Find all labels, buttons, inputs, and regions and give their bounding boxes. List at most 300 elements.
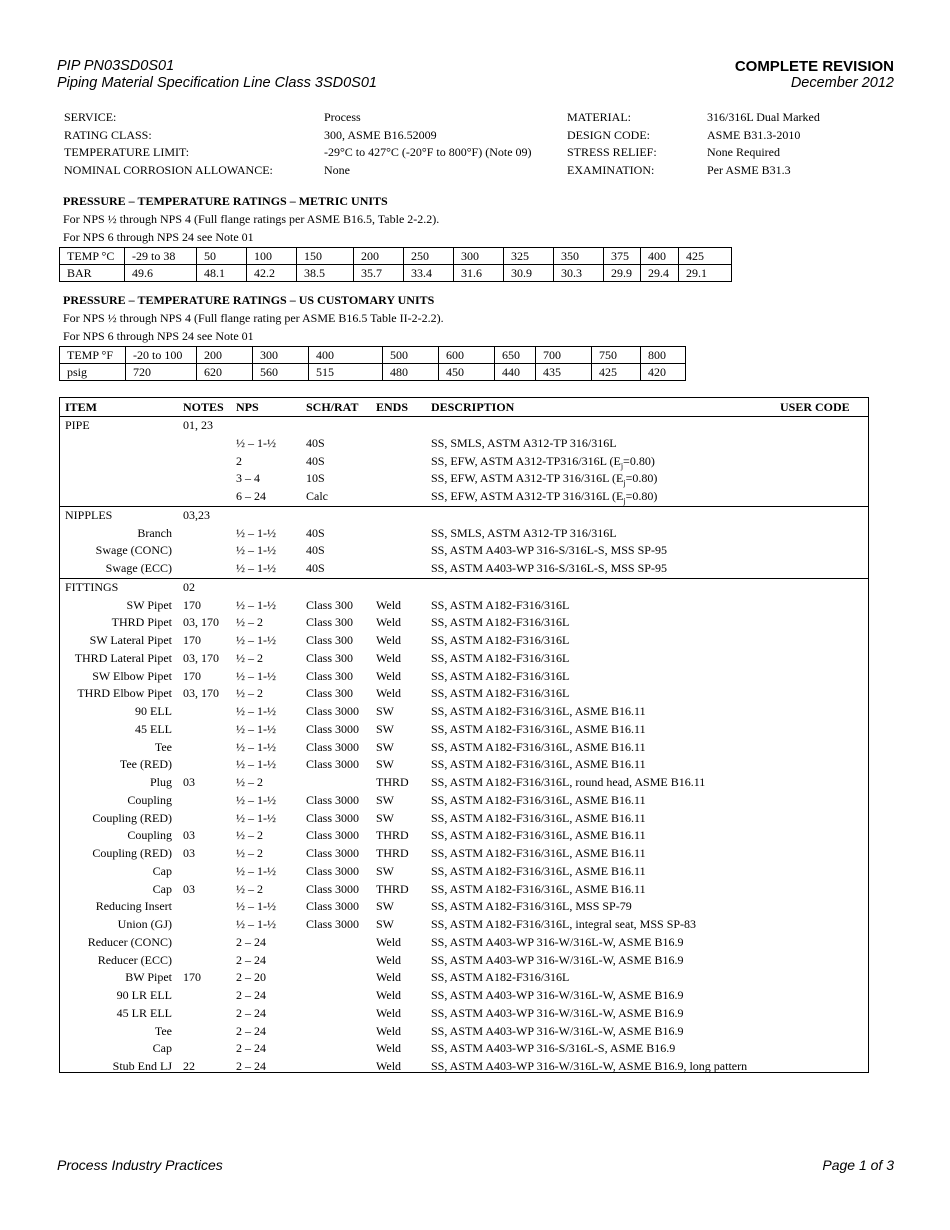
us-ratings-table: [59, 346, 686, 381]
sch-rat-cell: 10S: [306, 471, 325, 486]
temp-cell: 50: [197, 248, 247, 265]
pressure-cell: 425: [592, 364, 641, 381]
sch-rat-cell: 40S: [306, 453, 325, 468]
ends-cell: Weld: [376, 988, 402, 1002]
doc-id: PIP PN03SD0S01: [57, 58, 175, 74]
item-cell: Cap: [152, 1041, 172, 1056]
sch-rat-cell: Class 300: [306, 597, 354, 612]
temp-cell: 300: [253, 347, 309, 364]
ends-cell: SW: [376, 863, 394, 878]
section-name: NIPPLES: [65, 507, 113, 522]
nps-cell: 2 – 24: [236, 988, 266, 1002]
pressure-cell: 42.2: [247, 265, 297, 282]
notes-cell: 03: [183, 828, 195, 843]
description-text: SS, ASTM A403-WP 316-W/316L-W, ASME B16.9: [431, 1023, 684, 1038]
table-row: [60, 703, 868, 721]
sch-rat-cell: Class 3000: [306, 828, 360, 843]
table-row: [60, 650, 868, 668]
description-cell: [431, 917, 696, 932]
description-text: SS, ASTM A182-F316/316L, integral seat, MSS SP-83: [431, 917, 697, 931]
item-cell: THRD Lateral Pipet: [74, 650, 172, 665]
nps-cell: ½ – 1-½: [236, 543, 276, 558]
description-text: SS, ASTM A182-F316/316L: [431, 668, 570, 683]
nps-cell: ½ – 2: [236, 828, 263, 843]
temp-cell: 150: [297, 248, 354, 265]
nps-cell: ½ – 2: [236, 846, 263, 860]
temp-cell: 700: [536, 347, 592, 364]
table-row: [60, 827, 868, 845]
table-row: [60, 898, 868, 916]
pressure-cell: 30.3: [554, 265, 604, 282]
description-cell: [431, 899, 632, 914]
temp-cell: 400: [309, 347, 383, 364]
us-psig-row: [60, 364, 686, 381]
nps-cell: 2: [236, 453, 242, 468]
ends-cell: Weld: [376, 970, 402, 985]
ends-cell: Weld: [376, 1041, 402, 1056]
footer-page: Page 1 of 3: [822, 1157, 894, 1173]
ends-cell: Weld: [376, 1023, 402, 1038]
table-row: [60, 721, 868, 739]
rating-class-value: 300, ASME B16.52009: [324, 127, 437, 142]
item-cell: Tee (RED): [119, 757, 172, 772]
corrosion-allowance-value: None: [324, 163, 350, 178]
nps-cell: 6 – 24: [236, 489, 266, 503]
nps-cell: ½ – 1-½: [236, 704, 276, 718]
pressure-cell: 31.6: [454, 265, 504, 282]
description-cell: [431, 970, 569, 985]
ends-cell: SW: [376, 810, 394, 825]
sch-rat-cell: Class 3000: [306, 846, 360, 860]
metric-ratings-table: [59, 247, 732, 282]
nps-cell: ½ – 1-½: [236, 525, 276, 540]
nps-cell: 2 – 24: [236, 1041, 266, 1056]
description-cell: [431, 882, 646, 897]
table-row: [60, 916, 868, 934]
item-cell: Plug: [149, 775, 172, 789]
pressure-cell: 48.1: [197, 265, 247, 282]
table-row: [60, 560, 868, 578]
table-row: [60, 774, 868, 792]
description-subscript: j: [623, 478, 626, 488]
description-text: SS, ASTM A182-F316/316L, ASME B16.11: [431, 792, 646, 807]
item-cell: SW Lateral Pipet: [89, 633, 172, 647]
nps-cell: ½ – 2: [236, 881, 263, 896]
description-text: SS, ASTM A182-F316/316L, ASME B16.11: [431, 757, 646, 772]
description-cell: [431, 864, 646, 879]
description-text: SS, ASTM A182-F316/316L, ASME B16.11: [431, 739, 646, 754]
table-section-pipe: [60, 417, 868, 507]
description-text: SS, ASTM A403-WP 316-W/316L-W, ASME B16.9, long pattern: [431, 1059, 748, 1073]
description-text: SS, EFW, ASTM A312-TP 316/316L (E: [431, 471, 624, 486]
description-tail: =0.80): [625, 471, 658, 486]
temp-cell: 200: [197, 347, 253, 364]
pressure-cell: 435: [536, 364, 592, 381]
ends-cell: SW: [376, 739, 394, 754]
temp-cell: 250: [404, 248, 454, 265]
sch-rat-cell: Class 300: [306, 615, 354, 630]
description-cell: [431, 935, 683, 950]
sch-rat-cell: Class 3000: [306, 863, 360, 878]
description-text: SS, ASTM A182-F316/316L: [431, 970, 570, 985]
doc-title: Piping Material Specification Line Class 3SD0S01: [57, 75, 377, 91]
description-cell: [431, 722, 646, 737]
sch-rat-cell: Class 300: [306, 633, 354, 647]
notes-cell: 03: [183, 775, 195, 789]
service-label: SERVICE:: [64, 110, 117, 124]
ends-cell: SW: [376, 792, 394, 807]
footer-org: Process Industry Practices: [57, 1157, 223, 1173]
ends-cell: Weld: [376, 934, 402, 949]
sch-rat-cell: Class 3000: [306, 792, 360, 807]
pressure-cell: 29.1: [679, 265, 732, 282]
description-cell: [431, 811, 646, 826]
materials-table-header: [60, 398, 868, 417]
nps-cell: 2 – 24: [236, 952, 266, 967]
us-note-1: For NPS ½ through NPS 4 (Full flange rating per ASME B16.5 Table II-2-2.2).: [63, 311, 444, 325]
ends-cell: Weld: [376, 650, 402, 665]
description-text: SS, ASTM A403-WP 316-S/316L-S, ASME B16.9: [431, 1041, 676, 1056]
ends-cell: SW: [376, 704, 394, 718]
design-code-label: DESIGN CODE:: [567, 127, 650, 142]
section-header-row: [60, 579, 868, 597]
ends-cell: SW: [376, 757, 394, 772]
pressure-cell: 33.4: [404, 265, 454, 282]
pressure-cell: 38.5: [297, 265, 354, 282]
pressure-cell: 30.9: [504, 265, 554, 282]
pressure-cell: 49.6: [125, 265, 197, 282]
temp-cell: 100: [247, 248, 297, 265]
nps-cell: ½ – 1-½: [236, 668, 276, 683]
pressure-cell: 420: [641, 364, 686, 381]
notes-cell: 170: [183, 633, 201, 647]
pressure-cell: 560: [253, 364, 309, 381]
description-cell: [431, 686, 569, 701]
us-note-2: For NPS 6 through NPS 24 see Note 01: [63, 329, 254, 343]
temp-cell: 300: [454, 248, 504, 265]
item-cell: 90 LR ELL: [116, 988, 172, 1002]
description-subscript: j: [623, 496, 626, 506]
sch-rat-cell: Class 3000: [306, 917, 360, 931]
description-cell: [431, 740, 646, 755]
notes-cell: 03, 170: [183, 650, 219, 665]
description-text: SS, ASTM A403-WP 316-W/316L-W, ASME B16.9: [431, 988, 684, 1002]
ends-cell: THRD: [376, 828, 409, 843]
temperature-limit-label: TEMPERATURE LIMIT:: [64, 145, 190, 160]
item-cell: SW Elbow Pipet: [92, 668, 172, 683]
table-row: [60, 1058, 868, 1076]
description-cell: [431, 846, 646, 861]
ends-cell: THRD: [376, 775, 409, 789]
item-cell: BW Pipet: [125, 970, 172, 985]
description-text: SS, SMLS, ASTM A312-TP 316/316L: [431, 525, 617, 540]
description-text: SS, ASTM A403-WP 316-S/316L-S, MSS SP-95: [431, 543, 667, 558]
nps-cell: 2 – 24: [236, 1023, 266, 1038]
item-cell: Coupling: [127, 828, 172, 843]
metric-note-2: For NPS 6 through NPS 24 see Note 01: [63, 230, 254, 244]
description-cell: [431, 775, 705, 790]
item-cell: Cap: [152, 881, 172, 896]
table-row: [60, 453, 868, 471]
description-cell: [431, 615, 569, 630]
temp-cell: 650: [495, 347, 536, 364]
item-cell: Reducer (ECC): [97, 952, 172, 967]
description-cell: [431, 489, 657, 505]
materials-table-body: [60, 417, 868, 1076]
notes-cell: 22: [183, 1059, 195, 1073]
temp-cell: 800: [641, 347, 686, 364]
item-cell: Coupling: [127, 792, 172, 807]
description-subscript: j: [620, 460, 624, 470]
stress-relief-value: None Required: [707, 145, 780, 160]
pressure-label-cell: psig: [60, 364, 126, 381]
nps-cell: 3 – 4: [236, 471, 260, 486]
description-cell: [431, 598, 569, 613]
temp-cell: 425: [679, 248, 732, 265]
table-row: [60, 810, 868, 828]
description-cell: [431, 988, 683, 1003]
sch-rat-cell: Calc: [306, 489, 328, 503]
description-text: SS, ASTM A403-WP 316-W/316L-W, ASME B16.9: [431, 952, 684, 967]
sch-rat-cell: Class 3000: [306, 881, 360, 896]
table-row: [60, 845, 868, 863]
description-text: SS, ASTM A182-F316/316L, ASME B16.11: [431, 863, 646, 878]
description-text: SS, ASTM A182-F316/316L: [431, 633, 570, 647]
section-header-row: [60, 417, 868, 435]
item-cell: Union (GJ): [117, 917, 172, 931]
description-text: SS, SMLS, ASTM A312-TP 316/316L: [431, 435, 617, 450]
table-row: [60, 470, 868, 488]
description-text: SS, ASTM A182-F316/316L, round head, ASME B16.11: [431, 775, 706, 789]
section-notes: 02: [183, 579, 195, 594]
revision-label: COMPLETE REVISION: [734, 58, 894, 75]
sch-rat-cell: Class 300: [306, 668, 354, 683]
item-cell: 90 ELL: [135, 704, 172, 718]
nps-cell: ½ – 2: [236, 650, 263, 665]
ends-cell: Weld: [376, 668, 402, 683]
temp-cell: 200: [354, 248, 404, 265]
rating-class-label: RATING CLASS:: [64, 127, 152, 142]
ends-cell: Weld: [376, 952, 402, 967]
nps-cell: 2 – 24: [236, 934, 266, 949]
nps-cell: ½ – 1-½: [236, 757, 276, 772]
temp-label-cell: TEMP °F: [60, 347, 126, 364]
section-header-row: [60, 507, 868, 525]
nps-cell: ½ – 1-½: [236, 863, 276, 878]
sch-rat-cell: Class 3000: [306, 721, 360, 736]
nps-cell: ½ – 1-½: [236, 899, 276, 914]
description-cell: [431, 454, 655, 470]
table-row: [60, 881, 868, 899]
nps-cell: ½ – 1-½: [236, 435, 276, 450]
table-row: [60, 1040, 868, 1058]
pressure-cell: 35.7: [354, 265, 404, 282]
section-name: FITTINGS: [65, 579, 119, 594]
nps-cell: ½ – 1-½: [236, 561, 276, 575]
ends-cell: Weld: [376, 597, 402, 612]
temp-cell: 350: [554, 248, 604, 265]
ends-cell: Weld: [376, 615, 402, 630]
item-cell: Branch: [137, 525, 172, 540]
material-value: 316/316L Dual Marked: [707, 110, 820, 124]
table-row: [60, 987, 868, 1005]
pressure-cell: 440: [495, 364, 536, 381]
sch-rat-cell: Class 300: [306, 686, 354, 701]
pressure-cell: 720: [126, 364, 197, 381]
ends-cell: SW: [376, 721, 394, 736]
temp-label-cell: TEMP °C: [60, 248, 125, 265]
pressure-cell: 450: [439, 364, 495, 381]
ends-cell: THRD: [376, 881, 409, 896]
item-header: ITEM: [65, 400, 98, 414]
pressure-cell: 29.9: [604, 265, 641, 282]
ends-header: ENDS: [376, 400, 409, 414]
table-row: [60, 792, 868, 810]
nps-cell: ½ – 1-½: [236, 810, 276, 825]
description-text: SS, ASTM A182-F316/316L, MSS SP-79: [431, 899, 632, 914]
sch-rat-cell: Class 3000: [306, 739, 360, 754]
pressure-cell: 480: [383, 364, 439, 381]
metric-bar-row: [60, 265, 732, 282]
description-tail: =0.80): [625, 489, 658, 503]
nps-cell: ½ – 1-½: [236, 917, 276, 931]
description-text: SS, ASTM A182-F316/316L, ASME B16.11: [431, 828, 646, 843]
temp-cell: 400: [641, 248, 679, 265]
description-cell: [431, 793, 646, 808]
description-header: DESCRIPTION: [431, 400, 515, 414]
ends-cell: SW: [376, 899, 394, 914]
description-cell: [431, 543, 667, 558]
temp-cell: 600: [439, 347, 495, 364]
description-text: SS, ASTM A182-F316/316L, ASME B16.11: [431, 721, 646, 736]
description-text: SS, ASTM A403-WP 316-W/316L-W, ASME B16.9: [431, 934, 684, 949]
description-cell: [431, 436, 617, 451]
section-notes: 03,23: [183, 507, 210, 522]
ends-cell: Weld: [376, 686, 402, 701]
design-code-value: ASME B31.3-2010: [707, 127, 801, 142]
description-tail: =0.80): [623, 453, 655, 468]
nps-cell: ½ – 1-½: [236, 633, 276, 647]
table-row: [60, 934, 868, 952]
stress-relief-label: STRESS RELIEF:: [567, 145, 657, 160]
table-row: [60, 435, 868, 453]
material-label: MATERIAL:: [567, 110, 631, 124]
item-cell: 45 LR ELL: [116, 1005, 172, 1020]
examination-value: Per ASME B31.3: [707, 163, 791, 178]
metric-ratings-title: PRESSURE – TEMPERATURE RATINGS – METRIC UNITS: [63, 194, 388, 208]
description-text: SS, ASTM A403-WP 316-S/316L-S, MSS SP-95: [431, 561, 667, 575]
description-cell: [431, 757, 646, 772]
pressure-cell: 620: [197, 364, 253, 381]
service-info: [64, 110, 864, 181]
sch-rat-cell: 40S: [306, 435, 325, 450]
item-cell: Stub End LJ: [112, 1059, 172, 1073]
nps-cell: 2 – 20: [236, 970, 266, 985]
item-cell: THRD Elbow Pipet: [77, 686, 172, 701]
description-cell: [431, 633, 569, 648]
table-row: [60, 952, 868, 970]
ends-cell: Weld: [376, 633, 402, 647]
sch-rat-cell: 40S: [306, 561, 325, 575]
notes-cell: 170: [183, 970, 201, 985]
examination-label: EXAMINATION:: [567, 163, 655, 178]
nps-cell: ½ – 1-½: [236, 721, 276, 736]
description-cell: [431, 953, 683, 968]
pressure-cell: 515: [309, 364, 383, 381]
description-cell: [431, 704, 646, 719]
item-cell: Coupling (RED): [92, 810, 172, 825]
metric-note-1: For NPS ½ through NPS 4 (Full flange ratings per ASME B16.5, Table 2-2.2).: [63, 212, 440, 226]
nps-cell: 2 – 24: [236, 1005, 266, 1020]
table-row: [60, 542, 868, 560]
nps-cell: 2 – 24: [236, 1059, 266, 1073]
item-cell: Tee: [154, 1023, 172, 1038]
sch-rat-cell: Class 3000: [306, 899, 360, 914]
table-row: [60, 525, 868, 543]
temp-cell: 750: [592, 347, 641, 364]
description-text: SS, ASTM A182-F316/316L, ASME B16.11: [431, 704, 646, 718]
table-row: [60, 863, 868, 881]
nps-cell: ½ – 1-½: [236, 792, 276, 807]
table-row: [60, 969, 868, 987]
materials-table: [59, 397, 869, 1073]
sch-rat-cell: Class 300: [306, 650, 354, 665]
description-cell: [431, 669, 569, 684]
table-row: [60, 739, 868, 757]
table-row: [60, 632, 868, 650]
table-row: [60, 1005, 868, 1023]
nps-header: NPS: [236, 400, 259, 414]
pressure-cell: 29.4: [641, 265, 679, 282]
corrosion-allowance-label: NOMINAL CORROSION ALLOWANCE:: [64, 163, 273, 178]
item-cell: Swage (ECC): [105, 561, 172, 575]
description-cell: [431, 1041, 675, 1056]
sch-rat-cell: 40S: [306, 525, 325, 540]
description-text: SS, ASTM A182-F316/316L, ASME B16.11: [431, 846, 646, 860]
sch-rat-cell: Class 3000: [306, 810, 360, 825]
notes-cell: 03, 170: [183, 686, 219, 701]
nps-cell: ½ – 1-½: [236, 739, 276, 754]
table-row: [60, 597, 868, 615]
item-cell: Tee: [154, 739, 172, 754]
description-cell: [431, 1024, 683, 1039]
nps-cell: ½ – 2: [236, 686, 263, 701]
description-cell: [431, 1006, 683, 1021]
sch-rat-header: SCH/RAT: [306, 400, 359, 414]
item-cell: Reducing Insert: [95, 899, 172, 914]
notes-cell: 170: [183, 597, 201, 612]
description-text: SS, ASTM A182-F316/316L: [431, 686, 570, 701]
description-text: SS, EFW, ASTM A312-TP 316/316L (E: [431, 489, 624, 503]
temp-cell: 325: [504, 248, 554, 265]
notes-cell: 03, 170: [183, 615, 219, 630]
ends-cell: Weld: [376, 1059, 402, 1073]
description-text: SS, ASTM A182-F316/316L: [431, 650, 570, 665]
ends-cell: Weld: [376, 1005, 402, 1020]
description-cell: [431, 526, 617, 541]
table-section-fittings: [60, 579, 868, 1076]
table-row: [60, 614, 868, 632]
temperature-limit-value: -29°C to 427°C (-20°F to 800°F) (Note 09): [324, 145, 532, 160]
table-row: [60, 1023, 868, 1041]
description-cell: [431, 1059, 747, 1074]
nps-cell: ½ – 2: [236, 775, 263, 789]
metric-temp-row: [60, 248, 732, 265]
description-text: SS, ASTM A182-F316/316L: [431, 615, 570, 630]
us-temp-row: [60, 347, 686, 364]
service-value: Process: [324, 110, 361, 124]
sch-rat-cell: Class 3000: [306, 704, 360, 718]
